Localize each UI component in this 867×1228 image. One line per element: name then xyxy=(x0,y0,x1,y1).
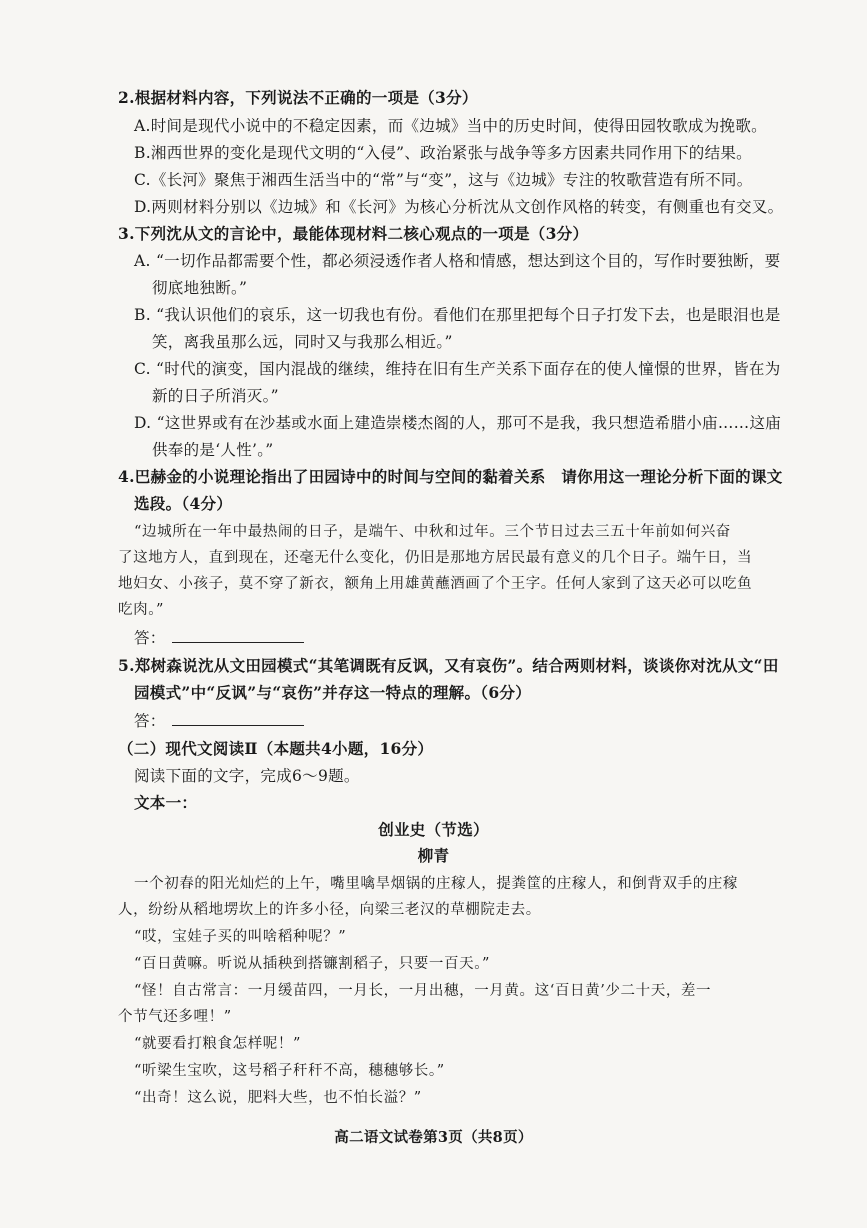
section-heading: （二）现代文阅读Ⅱ（本题共4小题，16分） xyxy=(118,739,434,758)
question-4-passage-line: 了这地方人，直到现在，还毫无什么变化，仍旧是那地方居民最有意义的几个日子。端午日，当 xyxy=(118,550,753,566)
question-3-stem: 3.下列沈从文的言论中，最能体现材料二核心观点的一项是（3分） xyxy=(118,224,589,243)
passage-title: 创业史（节选） xyxy=(378,820,489,839)
question-3-option-b-cont: 笑，离我虽那么远，同时又与我那么相近。” xyxy=(152,333,453,351)
answer-label: 答： xyxy=(134,629,166,647)
question-2-option-c: C.《长河》聚焦于湘西生活当中的“常”与“变”，这与《边城》专注的牧歌营造有所不同。 xyxy=(134,171,753,189)
question-3-option-c-cont: 新的日子所消灭。” xyxy=(152,387,279,405)
passage-author: 柳青 xyxy=(417,846,450,865)
page-footer: 高二语文试卷第3页（共8页） xyxy=(334,1129,533,1146)
question-5-stem-cont: 园模式”中“反讽”与“哀伤”并存这一特点的理解。（6分） xyxy=(134,683,532,702)
passage-paragraph: “怪！自古常言：一月缓苗四，一月长，一月出穗，一月黄。这‘百日黄’少二十天，差一 xyxy=(134,983,712,999)
question-4-stem: 4.巴赫金的小说理论指出了田园诗中的时间与空间的黏着关系 请你用这一理论分析下面的课文 xyxy=(118,467,783,486)
passage-paragraph-cont: 个节气还多哩！” xyxy=(118,1009,232,1025)
question-5-answer xyxy=(134,711,304,731)
passage-paragraph: “百日黄嘛。听说从插秧到搭镰割稻子，只要一百天。” xyxy=(134,956,491,972)
passage-paragraph: “哎，宝娃子买的叫啥稻种呢？” xyxy=(134,929,347,945)
question-3-option-a-cont: 彻底地独断。” xyxy=(152,279,248,297)
passage-paragraph: “听梁生宝吹，这号稻子秆秆不高，穗穗够长。” xyxy=(134,1063,445,1079)
question-5-stem: 5.郑树森说沈从文田园模式“其笔调既有反讽，又有哀伤”。结合两则材料，谈谈你对沈从文“田 xyxy=(118,656,779,675)
passage-paragraph: “就要看打粮食怎样呢！” xyxy=(134,1036,302,1052)
answer-label: 答： xyxy=(134,712,166,730)
question-4-passage-line: 吃肉。” xyxy=(118,602,165,618)
text-label: 文本一： xyxy=(134,793,198,812)
question-3-option-a: A. “一切作品都需要个性，都必须浸透作者人格和情感，想达到这个目的，写作时要独断，要 xyxy=(134,252,781,270)
question-2-option-d: D.两则材料分别以《边城》和《长河》为核心分析沈从文创作风格的转变，有侧重也有交叉。 xyxy=(134,198,784,216)
question-4-passage-line: “边城所在一年中最热闹的日子，是端午、中秋和过年。三个节日过去三五十年前如何兴奋 xyxy=(134,524,731,540)
section-instruction: 阅读下面的文字，完成6～9题。 xyxy=(134,767,360,785)
question-2-stem: 2.根据材料内容，下列说法不正确的一项是（3分） xyxy=(118,88,478,107)
question-4-answer xyxy=(134,628,304,648)
passage-paragraph: 一个初春的阳光灿烂的上午，嘴里噙旱烟锅的庄稼人，提粪筐的庄稼人，和倒背双手的庄稼 xyxy=(134,876,738,892)
question-3-option-d: D. “这世界或有在沙基或水面上建造崇楼杰阁的人，那可不是我，我只想造希腊小庙……这庙 xyxy=(134,414,782,432)
question-3-option-b: B. “我认识他们的哀乐，这一切我也有份。看他们在那里把每个日子打发下去，也是眼泪也是 xyxy=(134,306,781,324)
question-4-passage-line: 地妇女、小孩子，莫不穿了新衣，额角上用雄黄蘸酒画了个王字。任何人家到了这天必可以吃鱼 xyxy=(118,576,753,592)
question-3-option-c: C. “时代的演变，国内混战的继续，维持在旧有生产关系下面存在的使人憧憬的世界，皆在为 xyxy=(134,360,781,378)
answer-blank[interactable] xyxy=(172,711,304,726)
question-2-option-b: B.湘西世界的变化是现代文明的“入侵”、政治紧张与战争等多方因素共同作用下的结果。 xyxy=(134,144,752,162)
question-3-option-d-cont: 供奉的是‘人性’。” xyxy=(152,441,274,459)
passage-paragraph-cont: 人，纷纷从稻地塄坎上的许多小径，向梁三老汉的草棚院走去。 xyxy=(118,902,541,918)
answer-blank[interactable] xyxy=(172,628,304,643)
question-2-option-a: A.时间是现代小说中的不稳定因素，而《边城》当中的历史时间，使得田园牧歌成为挽歌。 xyxy=(134,117,767,135)
question-4-stem-cont: 选段。（4分） xyxy=(134,494,233,513)
passage-paragraph: “出奇！这么说，肥料大些，也不怕长溢？” xyxy=(134,1090,422,1106)
